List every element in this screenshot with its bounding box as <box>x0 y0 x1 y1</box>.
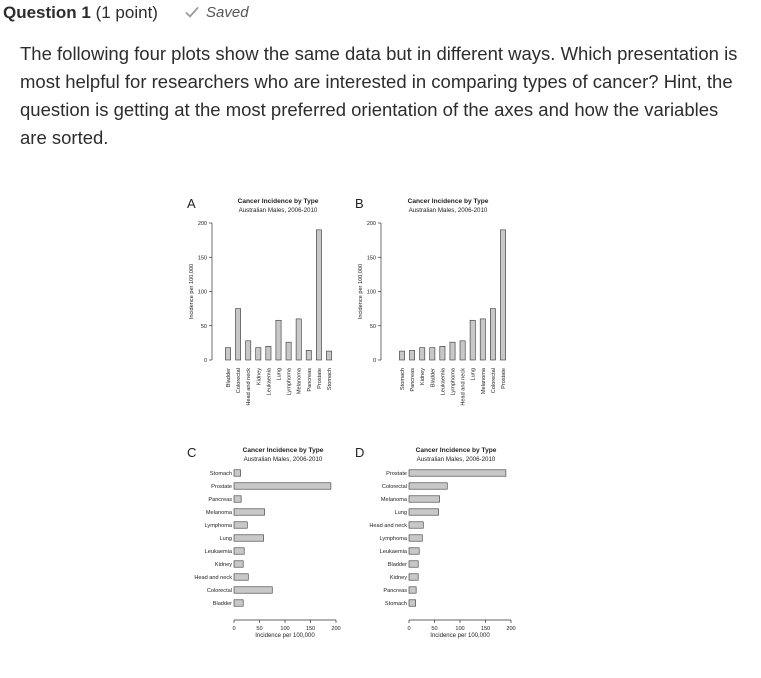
question-number: Question 1 <box>3 3 91 22</box>
panel-c-category-label: Melanoma <box>205 510 232 516</box>
panel-b-title: Cancer Incidence by Type <box>407 198 489 205</box>
panel-a-y-tick-label: 200 <box>197 221 207 227</box>
panel-d-x-tick-label: 200 <box>506 626 516 632</box>
panel-b-y-tick-label: 150 <box>366 255 376 262</box>
panel-d-category-label: Prostate <box>386 471 407 477</box>
saved-status <box>206 4 249 21</box>
panel-a-bar <box>246 341 251 360</box>
panel-a-y-tick-label: 0 <box>203 358 207 364</box>
panel-d-bar <box>409 548 419 554</box>
panel-a-bar <box>256 348 261 360</box>
panel-c-category-label: Leukaemia <box>204 549 232 555</box>
panel-c-x-tick-label: 50 <box>256 626 263 632</box>
panel-b-category-label: Stomach <box>400 368 406 391</box>
panel-b-bar <box>420 348 425 360</box>
panel-d-category-label: Head and neck <box>369 523 407 529</box>
saved-label: Saved <box>206 4 249 21</box>
chart-svg <box>150 190 530 650</box>
panel-d-x-label: Incidence per 100,000 <box>430 633 490 639</box>
panel-d-category-label: Colorectal <box>381 484 407 490</box>
panel-b-bar <box>450 342 455 360</box>
panel-a-category-label: Prostate <box>316 368 323 389</box>
panel-d-category-label: Pancreas <box>383 588 407 594</box>
panel-c-subtitle: Australian Males, 2006-2010 <box>243 456 323 463</box>
panel-a-category-label: Colorectal <box>236 368 243 394</box>
question-points: (1 point) <box>95 3 158 22</box>
panel-a-bar <box>225 348 230 360</box>
panel-b-y-tick-label: 200 <box>366 221 376 227</box>
chart-figure <box>150 190 530 650</box>
panel-a-category-label: Lung <box>276 368 283 381</box>
panel-b-bar <box>399 351 404 360</box>
panel-d-bar <box>409 470 506 476</box>
panel-a-bar <box>316 230 321 360</box>
panel-b-bar <box>490 309 495 360</box>
panel-b-y-label: Incidence per 100,000 <box>358 263 364 320</box>
panel-b-y-tick-label: 0 <box>372 358 376 364</box>
panel-c-category-label: Bladder <box>212 601 232 607</box>
panel-c-category-label: Kidney <box>214 562 232 568</box>
panel-b-category-label: Colorectal <box>490 368 497 394</box>
panel-a-category-label: Head and neck <box>246 368 253 406</box>
panel-a-bar <box>276 320 281 360</box>
panel-d-bar <box>409 483 447 489</box>
panel-c-bar <box>234 587 272 593</box>
panel-d-x-tick-label: 100 <box>455 626 465 632</box>
panel-a-bar <box>266 346 271 360</box>
panel-b-bar <box>460 341 465 360</box>
panel-b-bar <box>430 348 435 360</box>
panel-d-category-label: Lung <box>394 510 407 516</box>
panel-c-category-label: Lung <box>219 536 232 542</box>
panel-a-category-label: Stomach <box>327 368 333 391</box>
panel-a-letter: A <box>187 196 196 211</box>
panel-d-bar <box>409 535 422 541</box>
panel-d-category-label: Leukaemia <box>379 549 407 555</box>
panel-c-category-label: Head and neck <box>194 575 232 581</box>
panel-b-bar <box>440 346 445 360</box>
panel-b-bar <box>480 319 485 360</box>
panel-b-letter: B <box>355 196 364 211</box>
panel-c-bar <box>234 483 331 489</box>
panel-a-bar <box>326 351 331 360</box>
panel-b-y-tick-label: 100 <box>366 289 376 296</box>
panel-d-bar <box>409 587 416 593</box>
panel-c-x-tick-label: 200 <box>331 626 341 632</box>
panel-d-bar <box>409 522 423 528</box>
panel-c-category-label: Lymphoma <box>204 523 232 529</box>
panel-a-bar <box>296 319 301 360</box>
panel-c-bar <box>234 600 243 606</box>
panel-d-title: Cancer Incidence by Type <box>415 447 497 454</box>
panel-c-bar <box>234 509 265 515</box>
panel-a-bar <box>306 350 311 360</box>
panel-c-letter: C <box>187 445 197 460</box>
panel-a-category-label: Lymphoma <box>286 368 293 396</box>
panel-b-category-label: Bladder <box>430 368 437 388</box>
panel-c-title: Cancer Incidence by Type <box>242 447 324 454</box>
panel-d-category-label: Stomach <box>384 601 407 607</box>
panel-d-category-label: Bladder <box>387 562 407 568</box>
question-header <box>0 0 761 28</box>
panel-b-category-label: Prostate <box>501 368 507 389</box>
panel-c-bar <box>234 561 243 567</box>
panel-b-category-label: Leukaemia <box>440 368 447 396</box>
panel-c-category-label: Stomach <box>209 471 232 477</box>
panel-b-category-label: Lymphoma <box>450 368 457 396</box>
panel-d-x-tick-label: 50 <box>431 626 438 632</box>
panel-d-x-tick-label: 150 <box>480 626 491 632</box>
panel-b-category-label: Head and neck <box>460 368 467 406</box>
panel-c-bar <box>234 535 264 541</box>
panel-b-category-label: Lung <box>470 368 477 381</box>
panel-a-category-label: Melanoma <box>296 368 303 395</box>
panel-c-bar <box>234 548 244 554</box>
panel-a-y-tick-label: 150 <box>197 255 207 262</box>
panel-d-bar <box>409 600 416 606</box>
panel-d-subtitle: Australian Males, 2006-2010 <box>416 456 496 463</box>
panel-c-x-label: Incidence per 100,000 <box>255 633 315 639</box>
panel-a-category-label: Kidney <box>256 368 263 386</box>
panel-d-letter: D <box>355 445 365 460</box>
panel-d-category-label: Lymphoma <box>379 536 407 542</box>
question-title <box>3 3 158 23</box>
panel-a-category-label: Leukaemia <box>266 368 273 396</box>
panel-a-y-tick-label: 50 <box>200 323 207 330</box>
panel-c-x-tick-label: 100 <box>280 626 290 632</box>
panel-d-x-tick-label: 0 <box>407 626 411 632</box>
panel-c-x-tick-label: 150 <box>305 626 316 632</box>
panel-a-category-label: Bladder <box>226 368 232 388</box>
panel-d-bar <box>409 574 418 580</box>
check-icon <box>184 4 200 20</box>
panel-b-y-tick-label: 50 <box>369 323 376 330</box>
panel-c-category-label: Colorectal <box>206 588 232 594</box>
panel-c-category-label: Pancreas <box>208 497 232 503</box>
panel-c-bar <box>234 496 241 502</box>
panel-b-bar <box>500 230 505 360</box>
question-prompt: The following four plots show the same data but in different ways. Which presentation is most helpful for researchers who are interested in comparing types of cancer? Hint, the question is getting at the most preferred orientation of the axes and how the variables are sorted. <box>20 43 738 148</box>
panel-c-bar <box>234 470 241 476</box>
panel-a-title: Cancer Incidence by Type <box>237 198 319 205</box>
panel-b-category-label: Pancreas <box>410 368 417 392</box>
panel-b-bar <box>470 320 475 360</box>
panel-d-bar <box>409 496 440 502</box>
panel-a-bar <box>286 342 291 360</box>
panel-a-category-label: Pancreas <box>306 368 313 392</box>
panel-a-y-label: Incidence per 100,000 <box>189 263 195 320</box>
panel-a-subtitle: Australian Males, 2006-2010 <box>238 207 318 214</box>
panel-b-subtitle: Australian Males, 2006-2010 <box>408 207 488 214</box>
panel-d-category-label: Melanoma <box>380 497 407 503</box>
panel-b-category-label: Melanoma <box>480 368 487 395</box>
panel-b-bar <box>410 350 415 360</box>
panel-c-bar <box>234 522 247 528</box>
panel-d-bar <box>409 509 439 515</box>
panel-c-x-tick-label: 0 <box>232 626 236 632</box>
panel-a-bar <box>236 309 241 360</box>
panel-d-bar <box>409 561 418 567</box>
panel-c-bar <box>234 574 248 580</box>
panel-d-category-label: Kidney <box>389 575 407 581</box>
panel-c-category-label: Prostate <box>211 484 232 490</box>
panel-b-category-label: Kidney <box>420 368 427 386</box>
panel-a-y-tick-label: 100 <box>197 289 207 296</box>
